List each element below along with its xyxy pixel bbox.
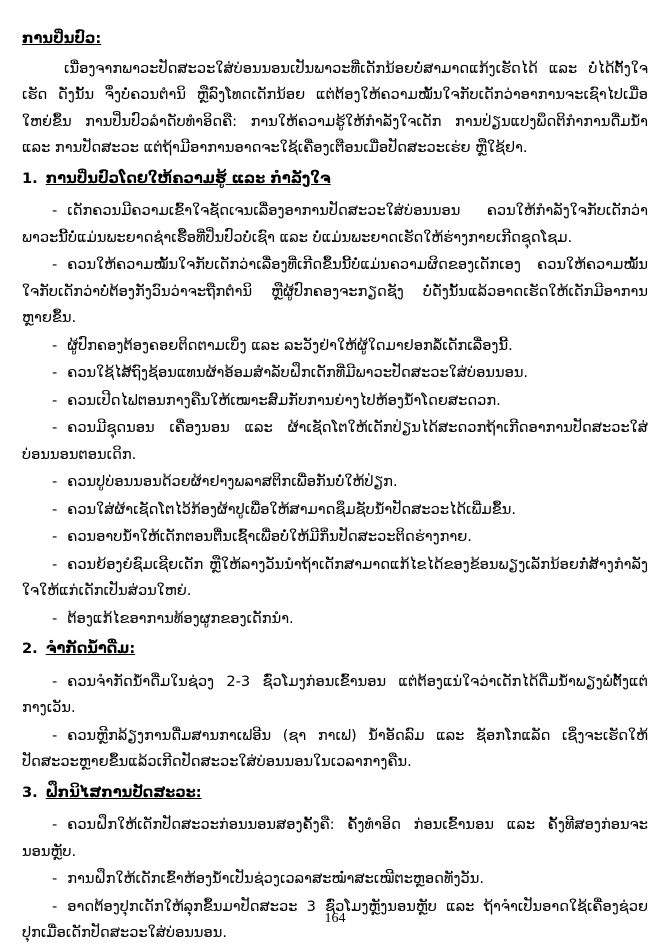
bullet-dash: - xyxy=(52,364,58,381)
bullet-dash: - xyxy=(52,609,58,627)
section-title xyxy=(22,636,648,663)
list-item-text: ການຝຶກໃຫ້ເດັກເຂົ້າຫ້ອງນ້ຳເປັນຊ່ວງເວລາສະໝ່ຳສະເໝີຕະຫຼອດທັງວັນ. xyxy=(67,870,484,887)
bullet-dash: - xyxy=(52,202,58,219)
list-item-text: ຄວນຍ້ອງຍໍຊົມເຊີຍເດັກ ຫຼືໃຫ້ລາງວັນນຳຖ້າເດັກສາມາດແກ້ໄຂໄດ້ຂອງຂ້ອນພຽງເລັກນ້ອຍກໍ່ສ້າງກຳລັງໃຈໃຫ້ແກ່ເດັກເປັນສ່ວນໃຫຍ່. xyxy=(22,555,648,599)
bullet-dash: - xyxy=(52,726,58,744)
section-title-text: ການປິ່ນປົວໂດຍໃຫ້ຄວາມຮູ້ ແລະ ກຳລັງໃຈ xyxy=(45,169,331,187)
bullet-dash: - xyxy=(52,473,58,490)
list-item xyxy=(22,524,648,551)
list-item xyxy=(22,198,648,251)
list-item xyxy=(22,333,648,360)
list-item-text: ຄວນປູບ່ອນນອນດ້ວຍຜ້າຢາງພລາສຕິກເພື່ອກັນບໍ່ໃຫ້ປ່ຽກ. xyxy=(67,473,398,490)
treatment-heading: ການປິ່ນປົວ: xyxy=(22,30,102,47)
bullet-dash: - xyxy=(52,500,58,518)
section-title xyxy=(22,780,648,807)
bullet-dash: - xyxy=(52,256,58,273)
list-item-text: ຄວນມີຊຸດນອນ ເຄື່ອງນອນ ແລະ ຜ້າເຊັດໂຕໃຫ້ເດັກປ່ຽນໄດ້ສະດວກຖ້າເກີດອາການປັດສະວະໃສ່ບ່ອນນອນຕອນເດິກ. xyxy=(22,419,648,463)
list-item xyxy=(22,388,648,415)
list-item-text: ເດັກຄວນມີຄວາມເຂົ້າໃຈຊັດເຈນເລື່ອງອາການປັດສະວະໃສ່ບ່ອນນອນ ຄວນໃຫ້ກຳລັງໃຈກັບເດັກວ່າພາວະນີ້ບໍ່ແມ່ນພະຍາດຊຳເຮື້ອທີ່ປິ່ນປົວບໍ່ເຊົາ ແລະ ບໍ່ແມ່ນພະຍາດເຮັດໃຫ້ຮ່າງກາຍເກີດຊຸດໂຊມ. xyxy=(22,202,648,246)
list-item-text: ຄວນຝຶກໃຫ້ເດັກປັດສະວະກ່ອນນອນສອງຄັ້ງຄື: ຄັ້ງທຳອິດ ກ່ອນເຂົ້ານອນ ແລະ ຄັ້ງທີສອງກ່ອນຈະນອນຫຼັບ. xyxy=(22,816,648,860)
bullet-dash: - xyxy=(52,870,58,887)
bullet-dash: - xyxy=(52,816,58,833)
list-item-text: ອາດຕ້ອງປຸກເດັກໃຫ້ລຸກຂຶ້ນມາປັດສະວະ 3 ຊົ່ວໂມງຫຼັງນອນຫຼັບ ແລະ ຖ້າຈຳເປັນອາດໃຊ້ເຄື່ອງຊ່ວຍປຸກເມື່ອເດັກປັດສະວະໃສ່ບ່ອນນອນ. xyxy=(22,897,648,941)
list-item xyxy=(22,669,648,722)
sections-container xyxy=(22,166,648,947)
list-item-text: ຄວນຫຼີກລ້ຽງການດື່ມສານກາເຟອີນ (ຊາ ກາເຟ) ນ້ຳອັດລົມ ແລະ ຊັອກໂກແລັດ ເຊິ່ງຈະເຮັດໃຫ້ປັດສະວະຫຼາຍຂຶ້ນແລ້ວເກີດປັດສະວະໃສ່ບ່ອນນອນໃນເວລາກາງຄືນ. xyxy=(22,726,648,770)
list-item-text: ຄວນອາບນ້ຳໃຫ້ເດັກຕອນຕື່ນເຊົ້າເພື່ອບໍ່ໃຫ້ມີກິ່ນປັດສະວະຕິດຮ່າງກາຍ. xyxy=(67,528,472,545)
list-item xyxy=(22,469,648,496)
list-item xyxy=(22,415,648,468)
section-title-text: ຈຳກັດນ້ຳດື່ມ: xyxy=(45,640,136,657)
list-item xyxy=(22,497,648,524)
bullet-dash: - xyxy=(52,555,58,573)
page-number: 164 xyxy=(324,910,346,926)
list-item xyxy=(22,723,648,776)
bullet-dash: - xyxy=(52,528,58,545)
list-item xyxy=(22,812,648,865)
list-item-text: ຕ້ອງແກ້ໄຂອາການທ້ອງຜູກຂອງເດັກນຳ. xyxy=(67,609,294,627)
list-item xyxy=(22,252,648,332)
section-number: 1. xyxy=(22,169,38,187)
list-item xyxy=(22,606,648,633)
section-title xyxy=(22,166,648,193)
list-item-text: ຄວນຈຳກັດນ້ຳດື່ມໃນຊ່ວງ 2-3 ຊົ່ວໂມງກ່ອນເຂົ້ານອນ ແຕ່ຕ້ອງແນ່ໃຈວ່າເດັກໄດ້ດື່ມນ້ຳພຽງພໍຕັ້ງແຕ່ກາງເວັນ. xyxy=(22,672,648,716)
list-item-text: ຄວນເປີດໄຟຕອນກາງຄືນໃຫ້ເໝາະສົມກັບການຍ່າງໄປຫ້ອງນ້ຳໂດຍສະດວກ. xyxy=(67,391,501,409)
section-number: 2. xyxy=(22,640,38,657)
list-item xyxy=(22,866,648,893)
list-item-text: ຄວນໃຫ້ຄວາມໝັ້ນໃຈກັບເດັກວ່າເລື່ອງທີ່ເກີດຂຶ້ນນີ້ບໍ່ແມ່ນຄວາມຜິດຂອງເດັກເອງ ຄວນໃຫ້ຄວາມໝັ້ນໃຈກັບເດັກວ່າບໍ່ຕ້ອງກັງວົນວ່າຈະຖືກຕຳນິ ຫຼືຜູ້ປົກຄອງຈະກຽດຊັງ ບໍ່ດັ່ງນັ້ນແລ້ວອາດເຮັດໃຫ້ເດັກມີອາການຫຼາຍຂຶ້ນ. xyxy=(22,256,648,326)
list-item xyxy=(22,552,648,605)
section-title-text: ຝຶກນິໄສການປັດສະວະ: xyxy=(45,783,202,801)
bullet-dash: - xyxy=(52,391,58,409)
bullet-dash: - xyxy=(52,419,58,436)
list-item xyxy=(22,360,648,387)
list-item-text: ຜູ້ປົກຄອງຕ້ອງຄອຍຕິດຕາມເບິ່ງ ແລະ ລະວັງຢ່າໃຫ້ຜູ້ໃດມາຢອກລໍ້ເດັກເລື່ອງນີ້. xyxy=(67,336,513,354)
bullet-dash: - xyxy=(52,336,58,354)
list-item-text: ຄວນໃສ່ຜ້າເຊັດໂຕໄວ້ກ້ອງຜ້າປູເພື່ອໃຫ້ສາມາດຊຶມຊັບນ້ຳປັດສະວະໄດ້ເພີ່ມຂຶ້ນ. xyxy=(67,500,516,518)
intro-paragraph: ເນື່ອງຈາກພາວະປັດສະວະໃສ່ບ່ອນນອນເປັນພາວະທີ່ເດັກນ້ອຍບໍ່ສາມາດແກ້ງເຮັດໄດ້ ແລະ ບໍ່ໄດ້ຕັ້ງໃຈເຮັດ ດັ່ງນັ້ນ ຈຶ່ງບໍ່ຄວນຕຳນິ ຫຼືລົງໂທດເດັກນ້ອຍ ແຕ່ຕ້ອງໃຫ້ຄວາມໝັ້ນໃຈກັບເດັກວ່າອາການຈະເຊົາໄປເມື່ອໃຫຍ່ຂຶ້ນ ການປິ່ນປົວລຳດັບທຳອິດຄື: ການໃຫ້ຄວາມຮູ້ໃຫ້ກຳລັງໃຈເດັກ ການປ່ຽນແປງພຶດຕິກຳການດື່ມນ້ຳ ແລະ ການປັດສະວະ ແຕ່ຖ້າມີອາການອາດຈະໃຊ້ເຄື່ອງເຕືອນເມື່ອປັດສະວະເຮ່ຍ ຫຼືໃຊ້ຢາ. xyxy=(22,59,648,156)
list-item-text: ຄວນໃຊ້ໄສ້ຖົງຊ້ອນແທນຜ້າອ້ອມສຳລັບຝຶກເດັກທີ່ມີພາວະປັດສະວະໃສ່ບ່ອນນອນ. xyxy=(67,364,529,381)
section-number: 3. xyxy=(22,783,38,801)
bullet-dash: - xyxy=(52,672,58,690)
bullet-dash: - xyxy=(52,897,58,915)
